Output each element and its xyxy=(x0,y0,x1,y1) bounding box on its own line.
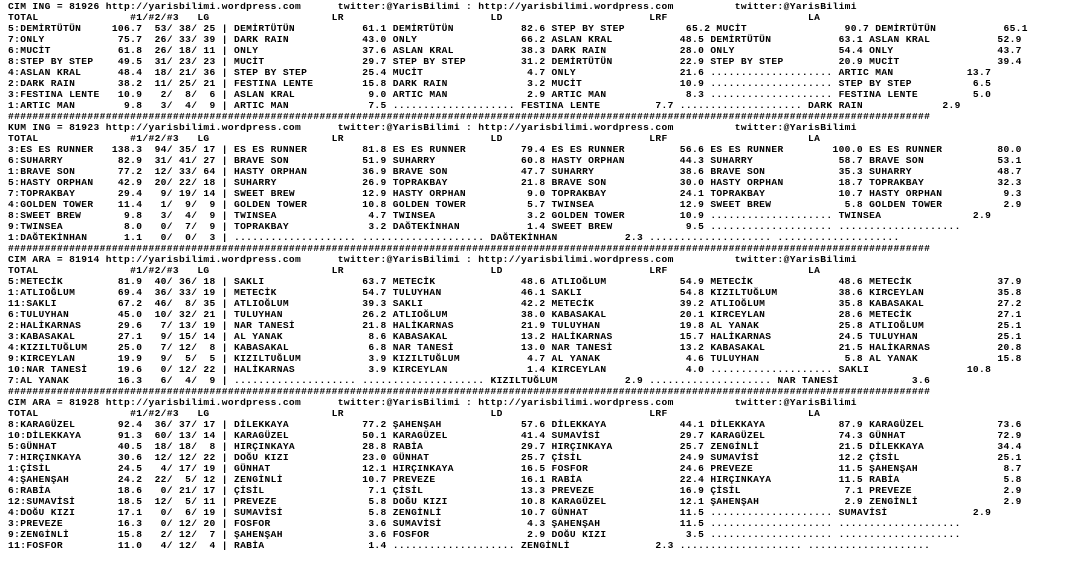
table-row: 1:BRAVE SON 77.2 12/ 33/ 64 | HASTY ORPHAN 36.9 BRAVE SON 47.7 SUHARRY 38.6 BRAVE SON 35.3 SUHARRY 48.7 xyxy=(8,166,1022,177)
table-row: 7:HIRÇINKAYA 30.6 12/ 12/ 22 | DOĞU KIZI 23.0 GÜNHAT 25.7 ÇİSİL 24.9 SUMAVİSİ 12.2 ÇİSİL 25.1 xyxy=(8,452,1022,463)
table-row: 8:STEP BY STEP 49.5 31/ 23/ 23 | MUCİT 29.7 STEP BY STEP 31.2 DEMİRTÜTÜN 22.9 STEP BY STEP 20.9 MUCİT 39.4 xyxy=(8,56,1022,67)
table-row: 5:METECİK 81.9 40/ 36/ 18 | SAKLI 63.7 METECİK 48.6 ATLIOĞLUM 54.9 METECİK 48.6 METECİK 37.9 xyxy=(8,276,1022,287)
section-header: CIM ARA = 81928 http://yarisbilimi.wordpress.com twitter:@YarisBilimi : http://yarisbilimi.wordpress.com twitter:@YarisBilimi xyxy=(8,397,857,408)
table-row: 3:PREVEZE 16.3 0/ 12/ 20 | FOSFOR 3.6 SUMAVİSİ 4.3 ŞAHENŞAH 11.5 .................... .................... xyxy=(8,518,961,529)
table-row: 3:ES ES RUNNER 138.3 94/ 35/ 17 | ES ES RUNNER 81.8 ES ES RUNNER 79.4 ES ES RUNNER 56.6 ES ES RUNNER 100.0 ES ES RUNNER 80.0 xyxy=(8,144,1022,155)
table-row: 5:HASTY ORPHAN 42.9 20/ 22/ 18 | SUHARRY 26.9 TOPRAKBAY 21.8 BRAVE SON 30.0 HASTY ORPHAN 18.7 TOPRAKBAY 32.3 xyxy=(8,177,1022,188)
column-headers: TOTAL #1/#2/#3 LG LR LD LRF LA xyxy=(8,265,821,276)
race-section-3 xyxy=(8,254,1077,386)
table-row: 6:MUCİT 61.8 26/ 18/ 11 | ONLY 37.6 ASLAN KRAL 38.3 DARK RAIN 28.0 ONLY 54.4 ONLY 43.7 xyxy=(8,45,1022,56)
table-row: 10:DİLEKKAYA 91.3 60/ 13/ 14 | KARAGÜZEL 50.1 KARAGÜZEL 41.4 SUMAVİSİ 29.7 KARAGÜZEL 74.3 GÜNHAT 72.9 xyxy=(8,430,1022,441)
table-row: 1:ARTIC MAN 9.8 3/ 4/ 9 | ARTIC MAN 7.5 .................... FESTINA LENTE 7.7 .................... DARK RAIN 2.9 xyxy=(8,100,961,111)
table-row: 7:ONLY 75.7 26/ 33/ 39 | DARK RAIN 43.0 ONLY 66.2 ASLAN KRAL 48.5 DEMİRTÜTÜN 63.1 ASLAN KRAL 52.9 xyxy=(8,34,1022,45)
table-row: 8:SWEET BREW 9.8 3/ 4/ 9 | TWINSEA 4.7 TWINSEA 3.2 GOLDEN TOWER 10.9 .................... TWINSEA 2.9 xyxy=(8,210,992,221)
table-row: 8:KARAGÜZEL 92.4 36/ 37/ 17 | DİLEKKAYA 77.2 ŞAHENŞAH 57.6 DİLEKKAYA 44.1 DİLEKKAYA 87.9 KARAGÜZEL 73.6 xyxy=(8,419,1022,430)
table-row: 9:KIRCEYLAN 19.9 9/ 5/ 5 | KIZILTUĞLUM 3.9 KIZILTUĞLUM 4.7 AL YANAK 4.6 TULUYHAN 5.8 AL YANAK 15.8 xyxy=(8,353,1022,364)
hash-separator: ####################################################################################################################################################### xyxy=(8,386,931,397)
table-row: 9:ZENGİNLİ 15.8 2/ 12/ 7 | ŞAHENŞAH 3.6 FOSFOR 2.9 DOĞU KIZI 3.5 .................... .................... xyxy=(8,529,961,540)
section-header: CIM ING = 81926 http://yarisbilimi.wordpress.com twitter:@YarisBilimi : http://yarisbilimi.wordpress.com twitter:@YarisBilimi xyxy=(8,1,857,12)
section-header: KUM ING = 81923 http://yarisbilimi.wordpress.com twitter:@YarisBilimi : http://yarisbilimi.wordpress.com twitter:@YarisBilimi xyxy=(8,122,857,133)
table-row: 4:ŞAHENŞAH 24.2 22/ 5/ 12 | ZENGİNLİ 10.7 PREVEZE 16.1 RABİA 22.4 HIRÇINKAYA 11.5 RABİA 5.8 xyxy=(8,474,1022,485)
table-row: 11:FOSFOR 11.0 4/ 12/ 4 | RABİA 1.4 .................... ZENGİNLİ 2.3 .................... .................... xyxy=(8,540,931,551)
section-header: CIM ARA = 81914 http://yarisbilimi.wordpress.com twitter:@YarisBilimi : http://yarisbilimi.wordpress.com twitter:@YarisBilimi xyxy=(8,254,857,265)
column-headers: TOTAL #1/#2/#3 LG LR LD LRF LA xyxy=(8,408,821,419)
hash-separator: ####################################################################################################################################################### xyxy=(8,243,931,254)
table-row: 1:ÇİSİL 24.5 4/ 17/ 19 | GÜNHAT 12.1 HIRÇINKAYA 16.5 FOSFOR 24.6 PREVEZE 11.5 ŞAHENŞAH 8.7 xyxy=(8,463,1022,474)
table-row: 7:AL YANAK 16.3 6/ 4/ 9 | .................... .................... KIZILTUĞLUM 2.9 .................... NAR TANESİ 3.6 xyxy=(8,375,931,386)
race-section-1 xyxy=(8,1,1077,111)
table-row: 6:RABİA 18.6 0/ 21/ 17 | ÇİSİL 7.1 ÇİSİL 13.3 PREVEZE 16.9 ÇİSİL 7.1 PREVEZE 2.9 xyxy=(8,485,1022,496)
table-row: 4:GOLDEN TOWER 11.4 1/ 9/ 9 | GOLDEN TOWER 10.8 GOLDEN TOWER 5.7 TWINSEA 12.9 SWEET BREW 5.8 GOLDEN TOWER 2.9 xyxy=(8,199,1022,210)
table-row: 1:DAĞTEKİNHAN 1.1 0/ 0/ 3 | .................... .................... DAĞTEKİNHAN 2.3 .................... .................... xyxy=(8,232,900,243)
table-row: 9:TWINSEA 8.0 0/ 7/ 9 | TOPRAKBAY 3.2 DAĞTEKİNHAN 1.4 SWEET BREW 9.5 .................... .................... xyxy=(8,221,961,232)
table-row: 4:KIZILTUĞLUM 25.0 7/ 12/ 8 | KABASAKAL 6.8 NAR TANESİ 13.0 NAR TANESİ 13.2 KABASAKAL 21.5 HALİKARNAS 20.8 xyxy=(8,342,1022,353)
column-headers: TOTAL #1/#2/#3 LG LR LD LRF LA xyxy=(8,133,821,144)
race-section-4 xyxy=(8,397,1077,551)
table-row: 2:DARK RAIN 38.2 11/ 25/ 21 | FESTINA LENTE 15.8 DARK RAIN 3.2 MUCİT 10.9 .................... STEP BY STEP 6.5 xyxy=(8,78,992,89)
hash-separator: ####################################################################################################################################################### xyxy=(8,111,931,122)
table-row: 11:SAKLI 67.2 46/ 8/ 35 | ATLIOĞLUM 39.3 SAKLI 42.2 METECİK 39.2 ATLIOĞLUM 35.8 KABASAKAL 27.2 xyxy=(8,298,1022,309)
table-row: 1:ATLIOĞLUM 69.4 36/ 33/ 19 | METECİK 54.7 TULUYHAN 46.1 SAKLI 54.8 KIZILTUĞLUM 38.6 KIRCEYLAN 35.8 xyxy=(8,287,1022,298)
race-statistics-document xyxy=(8,1,1077,570)
table-row: 3:KABASAKAL 27.1 9/ 15/ 14 | AL YANAK 8.6 KABASAKAL 13.2 HALİKARNAS 15.7 HALİKARNAS 24.5 TULUYHAN 25.1 xyxy=(8,331,1022,342)
column-headers: TOTAL #1/#2/#3 LG LR LD LRF LA xyxy=(8,12,821,23)
table-row: 7:TOPRAKBAY 29.4 9/ 19/ 14 | SWEET BREW 12.9 HASTY ORPHAN 9.0 TOPRAKBAY 24.1 TOPRAKBAY 10.7 HASTY ORPHAN 9.3 xyxy=(8,188,1022,199)
table-row: 5:DEMİRTÜTÜN 106.7 53/ 38/ 25 | DEMİRTÜTÜN 61.1 DEMİRTÜTÜN 82.6 STEP BY STEP 65.2 MUCİT 90.7 DEMİRTÜTÜN 65.1 xyxy=(8,23,1028,34)
race-section-2 xyxy=(8,122,1077,243)
table-row: 4:DOĞU KIZI 17.1 0/ 6/ 19 | SUMAVİSİ 5.8 ZENGİNLİ 10.7 GÜNHAT 11.5 .................... SUMAVİSİ 2.9 xyxy=(8,507,992,518)
table-row: 2:HALİKARNAS 29.6 7/ 13/ 19 | NAR TANESİ 21.8 HALİKARNAS 21.9 TULUYHAN 19.8 AL YANAK 25.8 ATLIOĞLUM 25.1 xyxy=(8,320,1022,331)
table-row: 5:GÜNHAT 40.5 18/ 18/ 8 | HIRÇINKAYA 28.8 RABİA 29.7 HIRÇINKAYA 25.7 ZENGİNLİ 21.5 DİLEKKAYA 34.4 xyxy=(8,441,1022,452)
table-row: 12:SUMAVİSİ 18.5 12/ 5/ 11 | PREVEZE 5.8 DOĞU KIZI 10.8 KARAGÜZEL 12.1 ŞAHENŞAH 2.9 ZENGİNLİ 2.9 xyxy=(8,496,1022,507)
table-row: 6:SUHARRY 82.9 31/ 41/ 27 | BRAVE SON 51.9 SUHARRY 60.8 HASTY ORPHAN 44.3 SUHARRY 58.7 BRAVE SON 53.1 xyxy=(8,155,1022,166)
table-row: 10:NAR TANESİ 19.6 0/ 12/ 22 | HALİKARNAS 3.9 KIRCEYLAN 1.4 KIRCEYLAN 4.0 .................... SAKLI 10.8 xyxy=(8,364,992,375)
table-row: 4:ASLAN KRAL 48.4 18/ 21/ 36 | STEP BY STEP 25.4 MUCİT 4.7 ONLY 21.6 .................... ARTIC MAN 13.7 xyxy=(8,67,992,78)
table-row: 6:TULUYHAN 45.0 10/ 32/ 21 | TULUYHAN 26.2 ATLIOĞLUM 38.0 KABASAKAL 20.1 KIRCEYLAN 28.6 METECİK 27.1 xyxy=(8,309,1022,320)
table-row: 3:FESTINA LENTE 10.9 2/ 8/ 6 | ASLAN KRAL 9.0 ARTIC MAN 2.9 ARTIC MAN 8.3 .................... FESTINA LENTE 5.0 xyxy=(8,89,992,100)
